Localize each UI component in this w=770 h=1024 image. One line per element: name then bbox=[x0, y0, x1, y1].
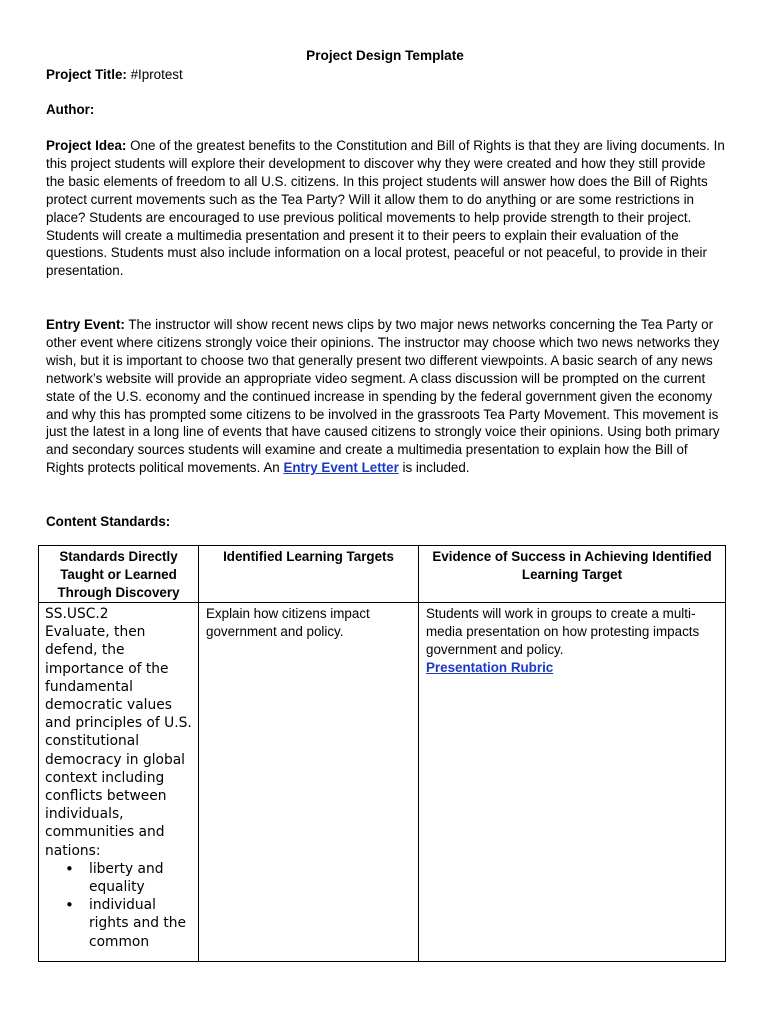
author-line bbox=[46, 101, 726, 119]
project-title-value: #Iprotest bbox=[130, 67, 183, 82]
table-row bbox=[39, 603, 726, 962]
document-title: Project Design Template bbox=[306, 48, 464, 63]
table-header-row bbox=[39, 546, 726, 603]
entry-event-letter-link[interactable]: Entry Event Letter bbox=[283, 460, 399, 476]
standard-text: Evaluate, then defend, the importance of the fundamental democratic values and principles of U.S. constitutional democracy in global context including conflicts between individuals, communities and nations: bbox=[45, 624, 192, 859]
project-idea-text: One of the greatest benefits to the Constitution and Bill of Rights is that they are living documents. In this project students will explore their development to discover why they were created and how they still provide the basic elements of freedom to all U.S. citizens. In this project students will answer how does the Bill of Rights protect current movements such as the Tea Party? Will it allow them to do anything or are some restrictions in place? Students are encouraged to use previous political movements to help provide strength to their project. Students will create a multimedia presentation and present it to their peers to explain their evaluation of the questions. Students must also include information on a local protest, peaceful or not peaceful, to provide in their presentation. bbox=[46, 138, 725, 279]
entry-event-label: Entry Event: bbox=[46, 317, 125, 332]
content-standards-table bbox=[38, 545, 726, 962]
header-standards: Standards Directly Taught or Learned Through Discovery bbox=[39, 546, 199, 603]
learning-target-text: Explain how citizens impact government and policy. bbox=[206, 606, 370, 639]
header-learning-targets: Identified Learning Targets bbox=[199, 546, 419, 603]
evidence-text: Students will work in groups to create a multi-media presentation on how protesting impacts government and policy. bbox=[426, 606, 700, 657]
author-label: Author: bbox=[46, 102, 95, 117]
project-title-label: Project Title: bbox=[46, 67, 127, 82]
list-item: • individual rights and the common bbox=[89, 896, 192, 951]
standard-bullet-list bbox=[45, 860, 192, 951]
list-item: • liberty and equality bbox=[89, 860, 192, 896]
content-standards-label: Content Standards: bbox=[46, 514, 171, 529]
presentation-rubric-link[interactable]: Presentation Rubric bbox=[426, 660, 554, 675]
entry-event-text: The instructor will show recent news clips by two major news networks concerning the Tea Party or other event where citizens strongly voice their opinions. The instructor may choose which two news networks they wish, but it is important to choose two that generally present two different viewpoints. A basic search of any news network’s website will provide an appropriate video segment. A class discussion will be prompted on the current state of the U.S. economy and the continued increase in spending by the federal government given the economy and why this has prompted some citizens to be involved in the grassroots Tea Party Movement. This movement is just the latest in a long line of events that have caused citizens to strongly voice their opinions. Using both primary and secondary sources students will examine and create a multimedia presentation to explain how the Bill of Rights protects political movements. An bbox=[46, 317, 720, 476]
standard-code: SS.USC.2 bbox=[45, 606, 109, 622]
evidence-cell bbox=[419, 603, 726, 962]
entry-event-tail: is included. bbox=[402, 460, 470, 476]
project-idea-label: Project Idea: bbox=[46, 138, 127, 153]
entry-event-paragraph bbox=[46, 316, 726, 477]
header-evidence: Evidence of Success in Achieving Identified Learning Target bbox=[419, 546, 726, 603]
learning-target-cell bbox=[199, 603, 419, 962]
project-idea-paragraph bbox=[46, 137, 726, 280]
content-standards-heading bbox=[46, 513, 726, 531]
project-title-line bbox=[46, 66, 726, 84]
standards-cell bbox=[39, 603, 199, 962]
